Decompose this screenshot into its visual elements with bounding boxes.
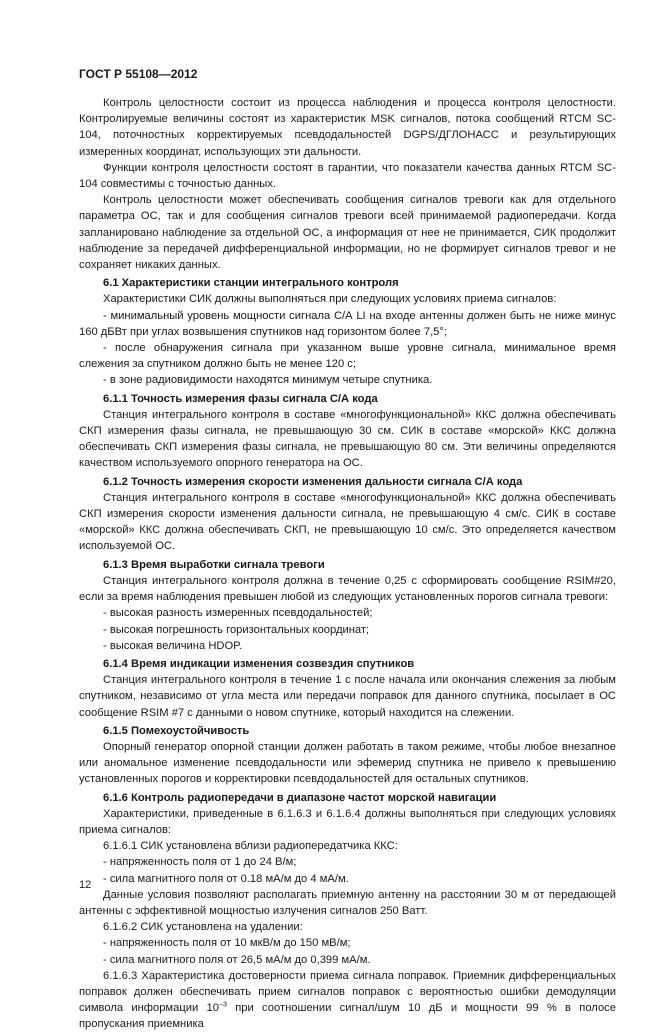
paragraph: Станция интегрального контроля должна в течение 0,25 с сформировать сообщение RSIM#20, если за время наблюдения превышен любой из следующих установленных порогов сигнала тревоги: xyxy=(79,574,616,604)
paragraph: Опорный генератор опорной станции должен работать в таком режиме, чтобы любое внезапное или аномальное изменение псевдодальности или эфемерид спутника не привело к превышению установленных порогов и корректировки псевдодальностей для остальных спутников. xyxy=(79,740,616,786)
paragraph: Станция интегрального контроля в течение 1 с после начала или окончания слежения за любым спутником, независимо от угла места или передачи поправок для данного спутника, посылает в ОС сообщение RSIM #7 с данными о новом спутнике, который находится на слежении. xyxy=(79,674,616,719)
section-heading: 6.1.5 Помехоустойчивость xyxy=(103,724,250,737)
paragraph: - напряженность поля от 1 до 24 В/м; xyxy=(103,856,297,869)
section-heading: 6.1.3 Время выработки сигнала тревоги xyxy=(103,558,325,571)
paragraph: Контроль целостности состоит из процесса наблюдения и процесса контроля целостности. Контролируемые величины состоят из характеристик MSK сигналов, потока сообщений RTCM SC-104, поточностных корректируемых псевдодальностей DGPS/ДГЛОНАСС и результирующих измеренных координат, использующих эти дальности. xyxy=(79,97,616,158)
paragraph: 6.1.6.2 СИК установлена на удалении: xyxy=(103,921,303,934)
paragraph: - минимальный уровень мощности сигнала С/А LI на входе антенны должен быть не ниже минус 160 дБВт при углах возвышения спутников над горизонтом более 7,5°; xyxy=(79,309,616,338)
paragraph: - после обнаружения сигнала при указанном выше уровне сигнала, минимальное время слежения за спутником должно быть не менее 120 с; xyxy=(79,342,616,371)
section-heading: 6.1 Характеристики станции интегрального контроля xyxy=(103,277,399,290)
exponent: −3 xyxy=(218,1001,227,1009)
page-number: 12 xyxy=(79,879,92,891)
paragraph: Станция интегрального контроля в составе «многофункциональной» ККС должна обеспечивать СКП измерения фазы сигнала, не превышающую 30 см. СИК в составе «морской» ККС должна обеспечивать СКП измерения фазы сигнала, не превышающую 80 см. Эти величины определяются качеством используемого опорного генератора на ОС. xyxy=(79,408,616,470)
document-header: ГОСТ Р 55108—2012 xyxy=(79,67,198,81)
paragraph: - высокая величина HDOP. xyxy=(103,639,243,652)
paragraph-text: при соотношении сигнал/шум 10 дБ и мощности 99 % в полосе пропускания приемника xyxy=(79,1002,616,1031)
section-heading: 6.1.1 Точность измерения фазы сигнала С/А кода xyxy=(103,392,378,405)
section-heading: 6.1.6 Контроль радиопередачи в диапазоне частот морской навигации xyxy=(103,791,497,804)
paragraph: Контроль целостности может обеспечивать сообщения сигналов тревоги как для отдельного параметра ОС, так и для сообщения сигналов тревоги всей принимаемой радиопередачи. Когда запланировано наблюдение за отдельной ОС, а информация от нее не принимается, СИК продолжит наблюдение за передачей дифференциальной информации, но не формирует сигналов тревог и не сохраняет никаких данных. xyxy=(79,194,616,272)
paragraph: Данные условия позволяют располагать приемную антенну на расстоянии 30 м от передающей антенны с эффективной мощностью излучения сигналов 250 Ватт. xyxy=(79,888,616,917)
paragraph: - сила магнитного поля от 0.18 мА/м до 4 мА/м. xyxy=(103,872,349,885)
paragraph: - сила магнитного поля от 26,5 мА/м до 0,399 мА/м. xyxy=(103,953,371,966)
paragraph: Функции контроля целостности состоят в гарантии, что показатели качества данных RTCM SC-104 совместимы с точностью данных. xyxy=(79,161,616,191)
paragraph-text: 6.1.6.3 Характеристика достоверности приема сигнала поправок. Приемник дифференциальных поправок должен обеспечивать прием сигналов поправок с вероятностью ошибки демодуляции символа информации 10 xyxy=(79,969,616,1015)
paragraph: - высокая разность измеренных псевдодальностей; xyxy=(103,607,373,620)
section-heading: 6.1.2 Точность измерения скорости изменения дальности сигнала С/А кода xyxy=(103,475,523,488)
paragraph: Характеристики СИК должны выполняться при следующих условиях приема сигналов: xyxy=(103,293,557,306)
paragraph: - в зоне радиовидимости находятся минимум четыре спутника. xyxy=(103,374,433,387)
paragraph: Станция интегрального контроля в составе «многофункциональной» ККС должна обеспечивать СКП измерения скорости изменения дальности сигнала, не превышающую 4 см/с. СИК в составе «морской» ККС должна обеспечивать СКП, не превышающую 10 см/с. Это определяется качеством используемой ОС. xyxy=(79,491,616,553)
section-heading: 6.1.4 Время индикации изменения созвездия спутников xyxy=(103,657,415,670)
paragraph: - напряженность поля от 10 мкВ/м до 150 мВ/м; xyxy=(103,937,351,950)
paragraph xyxy=(79,968,616,1033)
paragraph: 6.1.6.1 СИК установлена вблизи радиопередатчика ККС: xyxy=(103,840,398,853)
paragraph: Характеристики, приведенные в 6.1.6.3 и 6.1.6.4 должны выполняться при следующих условиях приема сигналов: xyxy=(79,807,616,836)
paragraph: - высокая погрешность горизонтальных координат; xyxy=(103,623,370,636)
document-body xyxy=(79,95,616,1033)
